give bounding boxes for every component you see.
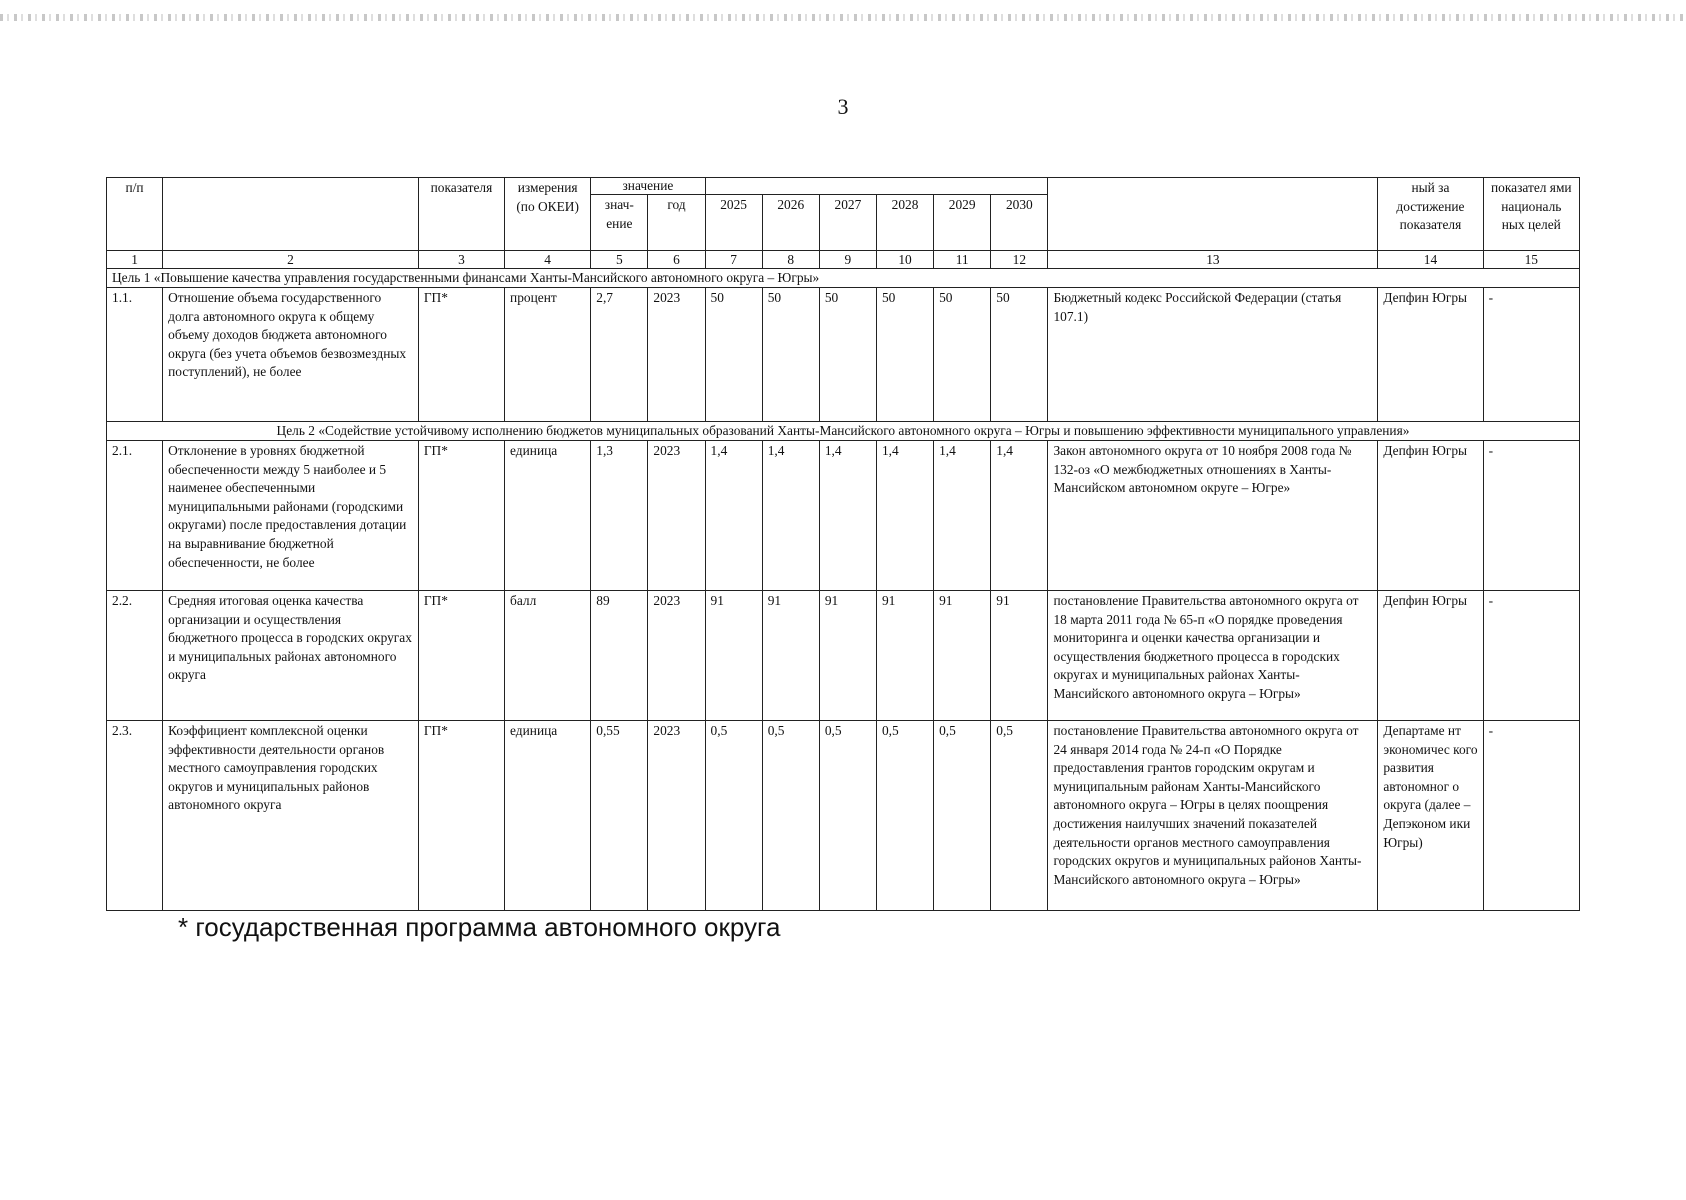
target-value: 91 [705, 591, 762, 721]
goal-1-title: Цель 1 «Повышение качества управления государственными финансами Ханты-Мансийского автономного округа – Югры» [107, 269, 1580, 288]
base-value: 1,3 [591, 441, 648, 591]
national-goal-link: - [1483, 591, 1579, 721]
target-value: 0,5 [934, 721, 991, 911]
header-year: 2030 [991, 195, 1048, 251]
target-value: 91 [819, 591, 876, 721]
base-value: 2,7 [591, 288, 648, 422]
regulatory-document: Закон автономного округа от 10 ноября 2008 года № 132-оз «О межбюджетных отношениях в Ханты-Мансийском автономном округе – Югре» [1048, 441, 1378, 591]
base-year: 2023 [648, 591, 705, 721]
column-number: 15 [1483, 251, 1579, 269]
header-year: 2027 [819, 195, 876, 251]
header-years-group [705, 178, 1048, 195]
indicator-unit: единица [505, 441, 591, 591]
header-base-group: значение [591, 178, 705, 195]
column-number: 14 [1378, 251, 1483, 269]
column-number: 13 [1048, 251, 1378, 269]
header-level: показателя [418, 178, 504, 251]
header-year: 2025 [705, 195, 762, 251]
regulatory-document: постановление Правительства автономного округа от 18 марта 2011 года № 65-п «О порядке проведения мониторинга и оценки качества организации и осуществления бюджетного процесса в городских округах и муниципальных районах Ханты-Мансийского автономного округа – Югры» [1048, 591, 1378, 721]
header-row-1 [107, 178, 1580, 195]
indicator-name: Отношение объема государственного долга автономного округа к общему объему доходов бюджета автономного округа (без учета объемов безвозмездных поступлений), не более [163, 288, 419, 422]
target-value: 0,5 [991, 721, 1048, 911]
header-year: 2028 [876, 195, 933, 251]
indicator-unit: единица [505, 721, 591, 911]
indicator-unit: балл [505, 591, 591, 721]
row-number: 2.3. [107, 721, 163, 911]
row-number: 2.1. [107, 441, 163, 591]
table-row [107, 591, 1580, 721]
target-value: 1,4 [762, 441, 819, 591]
national-goal-link: - [1483, 288, 1579, 422]
column-number: 10 [876, 251, 933, 269]
footnote: * государственная программа автономного округа [178, 912, 781, 942]
base-value: 0,55 [591, 721, 648, 911]
target-value: 91 [876, 591, 933, 721]
indicator-level: ГП* [418, 441, 504, 591]
regulatory-document: постановление Правительства автономного округа от 24 января 2014 года № 24-п «О Порядке предоставления грантов городским округам и муниципальным районам Ханты-Мансийского автономного округа – Югры в целях поощрения достижения наилучших значений показателей деятельности органов местного самоуправления городских округов и муниципальных районов Ханты-Мансийского автономного округа – Югры» [1048, 721, 1378, 911]
indicator-level: ГП* [418, 288, 504, 422]
row-number: 2.2. [107, 591, 163, 721]
column-number-row [107, 251, 1580, 269]
target-value: 91 [762, 591, 819, 721]
header-responsible: ный за достижение показателя [1378, 178, 1483, 251]
column-number: 11 [934, 251, 991, 269]
column-number: 6 [648, 251, 705, 269]
target-value: 1,4 [934, 441, 991, 591]
target-value: 50 [705, 288, 762, 422]
row-number: 1.1. [107, 288, 163, 422]
header-base-year: год [648, 195, 705, 251]
target-value: 0,5 [876, 721, 933, 911]
column-number: 12 [991, 251, 1048, 269]
goal-row [107, 269, 1580, 288]
responsible-body: Депфин Югры [1378, 591, 1483, 721]
base-year: 2023 [648, 721, 705, 911]
header-year: 2029 [934, 195, 991, 251]
target-value: 0,5 [705, 721, 762, 911]
header-unit: измерения (по ОКЕИ) [505, 178, 591, 251]
table-row [107, 721, 1580, 911]
header-link: показател ями националь ных целей [1483, 178, 1579, 251]
column-number: 2 [163, 251, 419, 269]
target-value: 50 [762, 288, 819, 422]
responsible-body: Депфин Югры [1378, 441, 1483, 591]
column-number: 9 [819, 251, 876, 269]
national-goal-link: - [1483, 721, 1579, 911]
header-year: 2026 [762, 195, 819, 251]
base-year: 2023 [648, 441, 705, 591]
column-number: 1 [107, 251, 163, 269]
national-goal-link: - [1483, 441, 1579, 591]
base-year: 2023 [648, 288, 705, 422]
column-number: 8 [762, 251, 819, 269]
target-value: 50 [819, 288, 876, 422]
indicator-name: Коэффициент комплексной оценки эффективности деятельности органов местного самоуправления городских округов и муниципальных районов автономного округа [163, 721, 419, 911]
header-base-value: значение [591, 195, 648, 251]
responsible-body: Департаме нт экономичес кого развития автономног о округа (далее – Депэконом ики Югры) [1378, 721, 1483, 911]
indicator-level: ГП* [418, 591, 504, 721]
target-value: 0,5 [819, 721, 876, 911]
responsible-body: Депфин Югры [1378, 288, 1483, 422]
indicator-name: Отклонение в уровнях бюджетной обеспеченности между 5 наиболее и 5 наименее обеспеченными муниципальными районами (городскими округами) после предоставления дотации на выравнивание бюджетной обеспеченности, не более [163, 441, 419, 591]
page-number: 3 [837, 94, 849, 119]
table-row [107, 288, 1580, 422]
column-number: 5 [591, 251, 648, 269]
target-value: 91 [934, 591, 991, 721]
header-document [1048, 178, 1378, 251]
base-value: 89 [591, 591, 648, 721]
goal-row [107, 422, 1580, 441]
header-indicator [163, 178, 419, 251]
target-value: 91 [991, 591, 1048, 721]
target-value: 1,4 [819, 441, 876, 591]
table-row [107, 441, 1580, 591]
column-number: 4 [505, 251, 591, 269]
indicator-name: Средняя итоговая оценка качества организации и осуществления бюджетного процесса в городских округах и муниципальных районах автономного округа [163, 591, 419, 721]
scan-edge-noise [0, 14, 1686, 21]
target-value: 50 [991, 288, 1048, 422]
target-value: 1,4 [705, 441, 762, 591]
target-value: 1,4 [876, 441, 933, 591]
indicators-table [106, 177, 1580, 911]
target-value: 1,4 [991, 441, 1048, 591]
goal-2-title: Цель 2 «Содействие устойчивому исполнению бюджетов муниципальных образований Ханты-Мансийского автономного округа – Югры и повышению эффективности муниципального управления» [107, 422, 1580, 441]
target-value: 50 [934, 288, 991, 422]
regulatory-document: Бюджетный кодекс Российской Федерации (статья 107.1) [1048, 288, 1378, 422]
column-number: 3 [418, 251, 504, 269]
header-num: п/п [107, 178, 163, 251]
indicator-unit: процент [505, 288, 591, 422]
column-number: 7 [705, 251, 762, 269]
target-value: 50 [876, 288, 933, 422]
target-value: 0,5 [762, 721, 819, 911]
indicator-level: ГП* [418, 721, 504, 911]
